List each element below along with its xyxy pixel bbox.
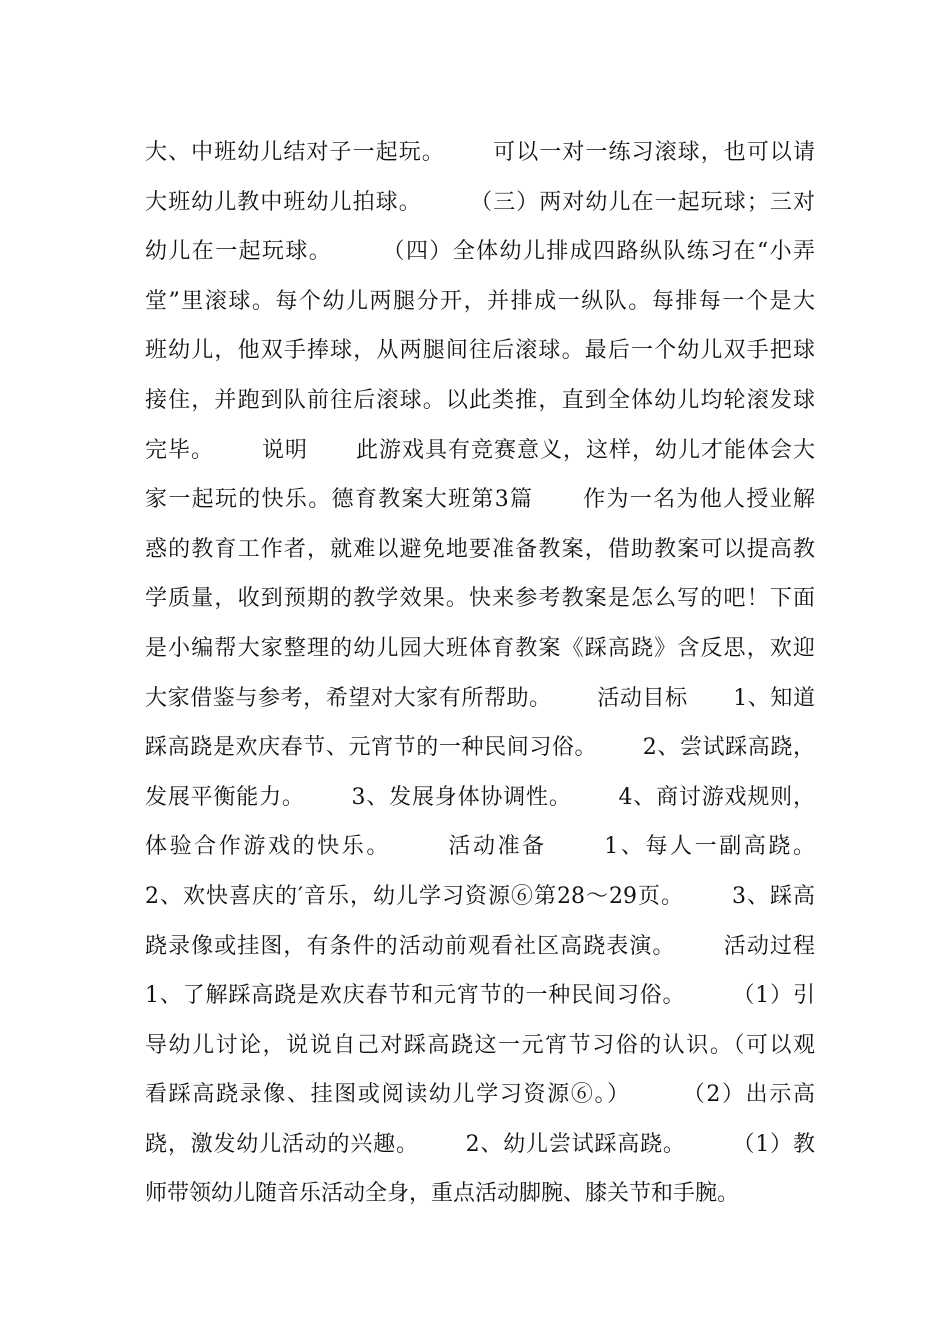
text-line: 惑的教育工作者，就难以避免地要准备教案，借助教案可以提高教 <box>145 536 815 562</box>
text-line: 幼儿在一起玩球。 （四）全体幼儿排成四路纵队练习在“小弄 <box>145 239 815 265</box>
text-line: 家一起玩的快乐。德育教案大班第3篇 作为一名为他人授业解 <box>145 487 815 513</box>
text-line: 大班幼儿教中班幼儿拍球。 （三）两对幼儿在一起玩球；三对 <box>145 189 815 215</box>
text-line: 跷，激发幼儿活动的兴趣。 2、幼儿尝试踩高跷。 （1）教 <box>145 1131 815 1157</box>
text-line: 大、中班幼儿结对子一起玩。 可以一对一练习滚球，也可以请 <box>145 140 815 165</box>
text-line: 2、欢快喜庆的′音乐，幼儿学习资源⑥第28～29页。 3、踩高 <box>145 883 815 909</box>
text-line: 踩高跷是欢庆春节、元宵节的一种民间习俗。 2、尝试踩高跷， <box>145 735 815 761</box>
text-line: 大家借鉴与参考，希望对大家有所帮助。 活动目标 1、知道 <box>145 685 815 711</box>
text-line: 导幼儿讨论，说说自己对踩高跷这一元宵节习俗的认识。（可以观 <box>145 1032 815 1058</box>
text-line: 看踩高跷录像、挂图或阅读幼儿学习资源⑥。） （2）出示高 <box>145 1082 815 1108</box>
text-line: 体验合作游戏的快乐。 活动准备 1、每人一副高跷。 <box>145 834 815 860</box>
text-line: 跷录像或挂图，有条件的活动前观看社区高跷表演。 活动过程 <box>145 933 815 959</box>
text-line: 师带领幼儿随音乐活动全身，重点活动脚腕、膝关节和手腕。 <box>145 1181 740 1207</box>
text-line: 班幼儿，他双手捧球，从两腿间往后滚球。最后一个幼儿双手把球 <box>145 338 815 364</box>
body-text <box>145 128 815 1219</box>
text-line: 学质量，收到预期的教学效果。快来参考教案是怎么写的吧！下面 <box>145 586 815 612</box>
text-line: 1、了解踩高跷是欢庆春节和元宵节的一种民间习俗。 （1）引 <box>145 983 815 1009</box>
text-line: 发展平衡能力。 3、发展身体协调性。 4、商讨游戏规则， <box>145 784 815 810</box>
text-line: 是小编帮大家整理的幼儿园大班体育教案《踩高跷》含反思，欢迎 <box>145 635 815 661</box>
text-line: 接住，并跑到队前往后滚球。以此类推，直到全体幼儿均轮滚发球 <box>145 387 815 413</box>
text-line: 堂”里滚球。每个幼儿两腿分开，并排成一纵队。每排每一个是大 <box>145 288 815 314</box>
text-line: 完毕。 说明 此游戏具有竞赛意义，这样，幼儿才能体会大 <box>145 437 815 463</box>
